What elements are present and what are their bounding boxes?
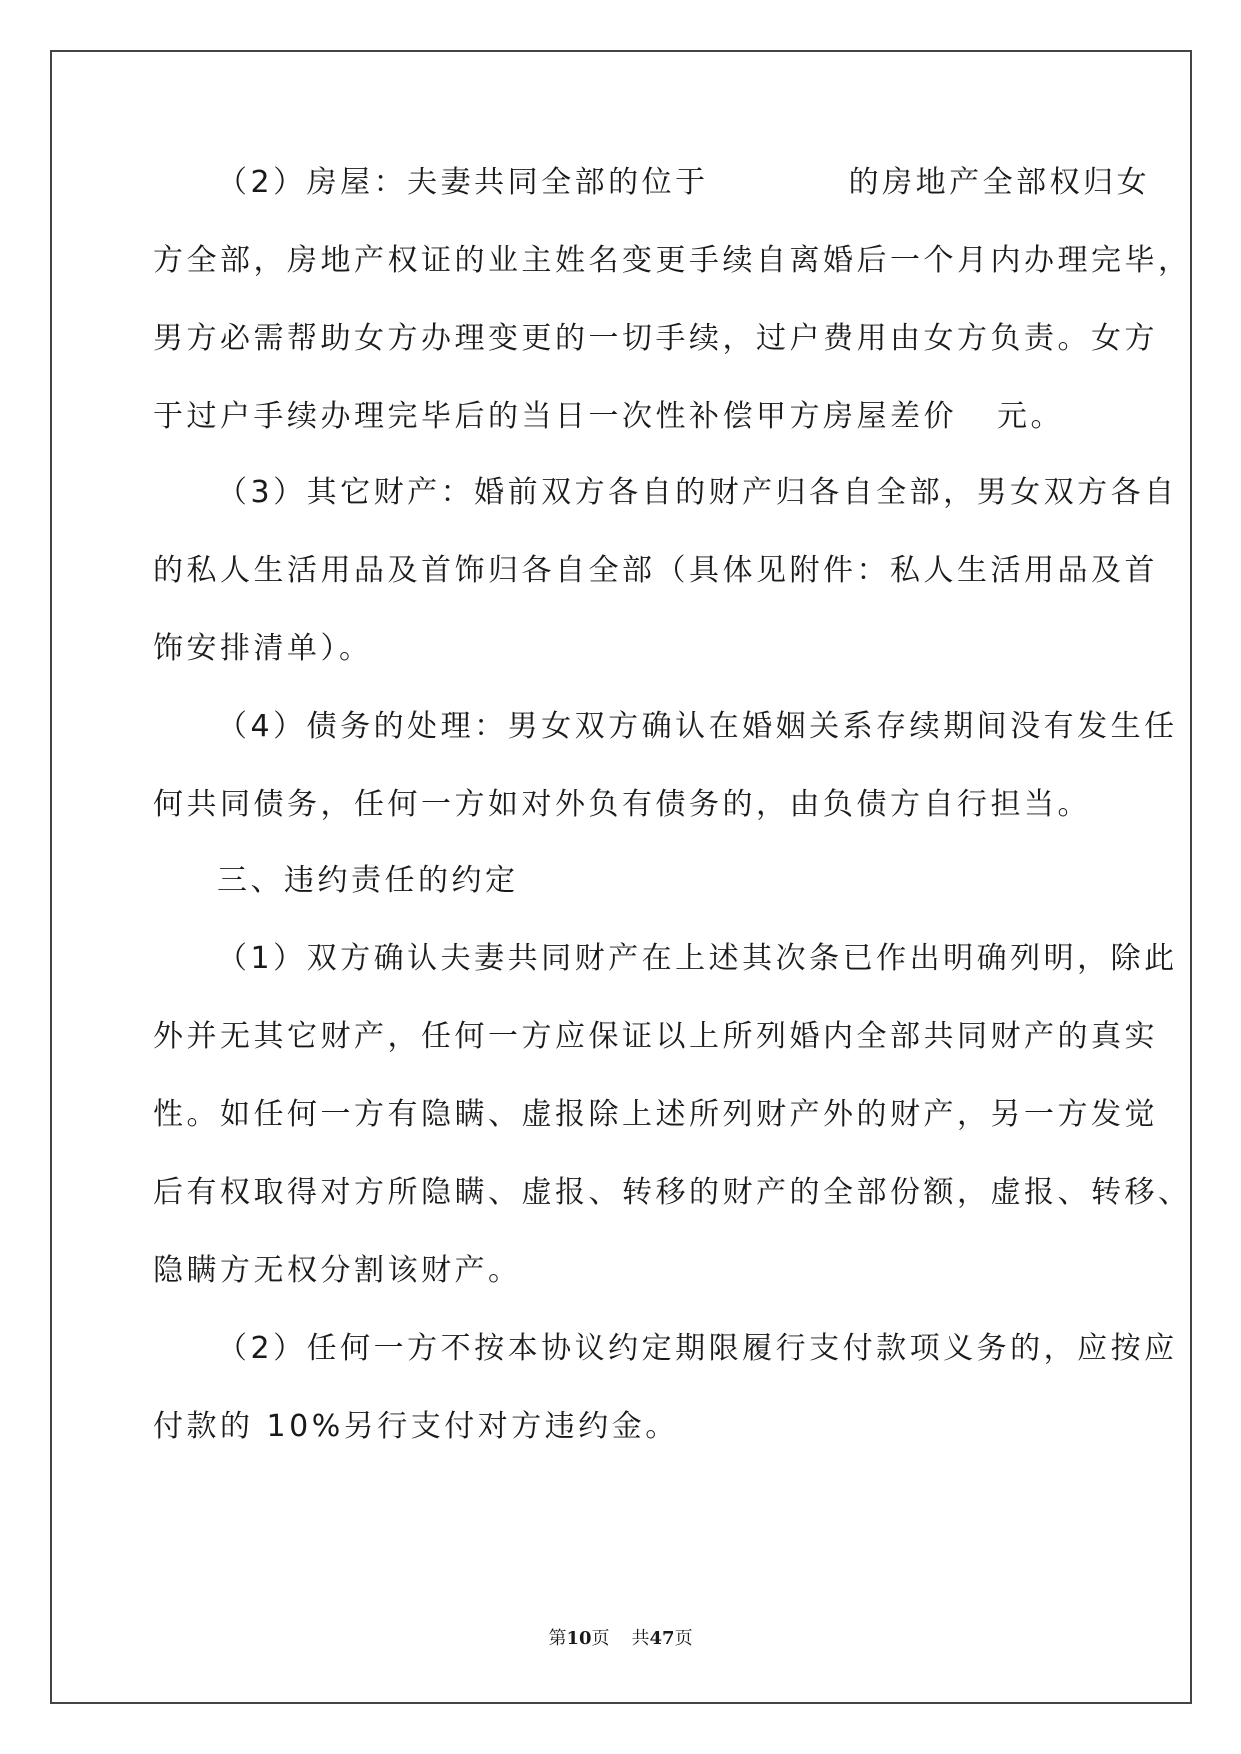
- paragraph-line: 外并无其它财产，任何一方应保证以上所列婚内全部共同财产的真实: [153, 1019, 1158, 1054]
- page-footer: [0, 1624, 1241, 1650]
- paragraph-line: 的私人生活用品及首饰归各自全部（具体见附件：私人生活用品及首: [153, 553, 1158, 588]
- text-segment: 于过户手续办理完毕后的当日一次性补偿甲方房屋差价: [153, 399, 957, 434]
- text-segment: 元。: [997, 399, 1064, 434]
- paragraph-line: 何共同债务，任何一方如对外负有债务的，由负债方自行担当。: [153, 787, 1091, 822]
- section-heading: 三、违约责任的约定: [217, 863, 519, 898]
- paragraph-line: 性。如任何一方有隐瞒、虚报除上述所列财产外的财产，另一方发觉: [153, 1097, 1158, 1132]
- page-suffix: 页: [591, 1628, 610, 1649]
- paragraph-line: 方全部，房地产权证的业主姓名变更手续自离婚后一个月内办理完毕，: [153, 243, 1192, 278]
- paragraph-line: （1）双方确认夫妻共同财产在上述其次条已作出明确列明，除此: [217, 941, 1178, 976]
- paragraph-line: [217, 158, 1150, 208]
- page-prefix: 第: [548, 1628, 567, 1649]
- paragraph-line: （3）其它财产：婚前双方各自的财产归各自全部，男女双方各自: [217, 475, 1178, 510]
- paragraph-line: （2）任何一方不按本协议约定期限履行支付款项义务的，应按应: [217, 1331, 1178, 1366]
- paragraph-line: 隐瞒方无权分割该财产。: [153, 1253, 522, 1288]
- page-number: 10: [566, 1628, 592, 1649]
- text-segment: （2）房屋：夫妻共同全部的位于: [217, 165, 709, 200]
- paragraph-line: 后有权取得对方所隐瞒、虚报、转移的财产的全部份额，虚报、转移、: [153, 1175, 1192, 1210]
- paragraph-line: [153, 392, 1064, 442]
- paragraph-line: 饰安排清单）。: [153, 631, 373, 666]
- text-segment: 的房地产全部权归女: [848, 165, 1151, 200]
- paragraph-line: （4）债务的处理：男女双方确认在婚姻关系存续期间没有发生任: [217, 709, 1178, 744]
- paragraph-line: 男方必需帮助女方办理变更的一切手续，过户费用由女方负责。女方: [153, 321, 1158, 356]
- paragraph-line: 付款的 10%另行支付对方违约金。: [153, 1409, 679, 1444]
- total-pages: 47: [649, 1628, 675, 1649]
- total-suffix: 页: [674, 1628, 693, 1649]
- total-prefix: 共: [631, 1628, 650, 1649]
